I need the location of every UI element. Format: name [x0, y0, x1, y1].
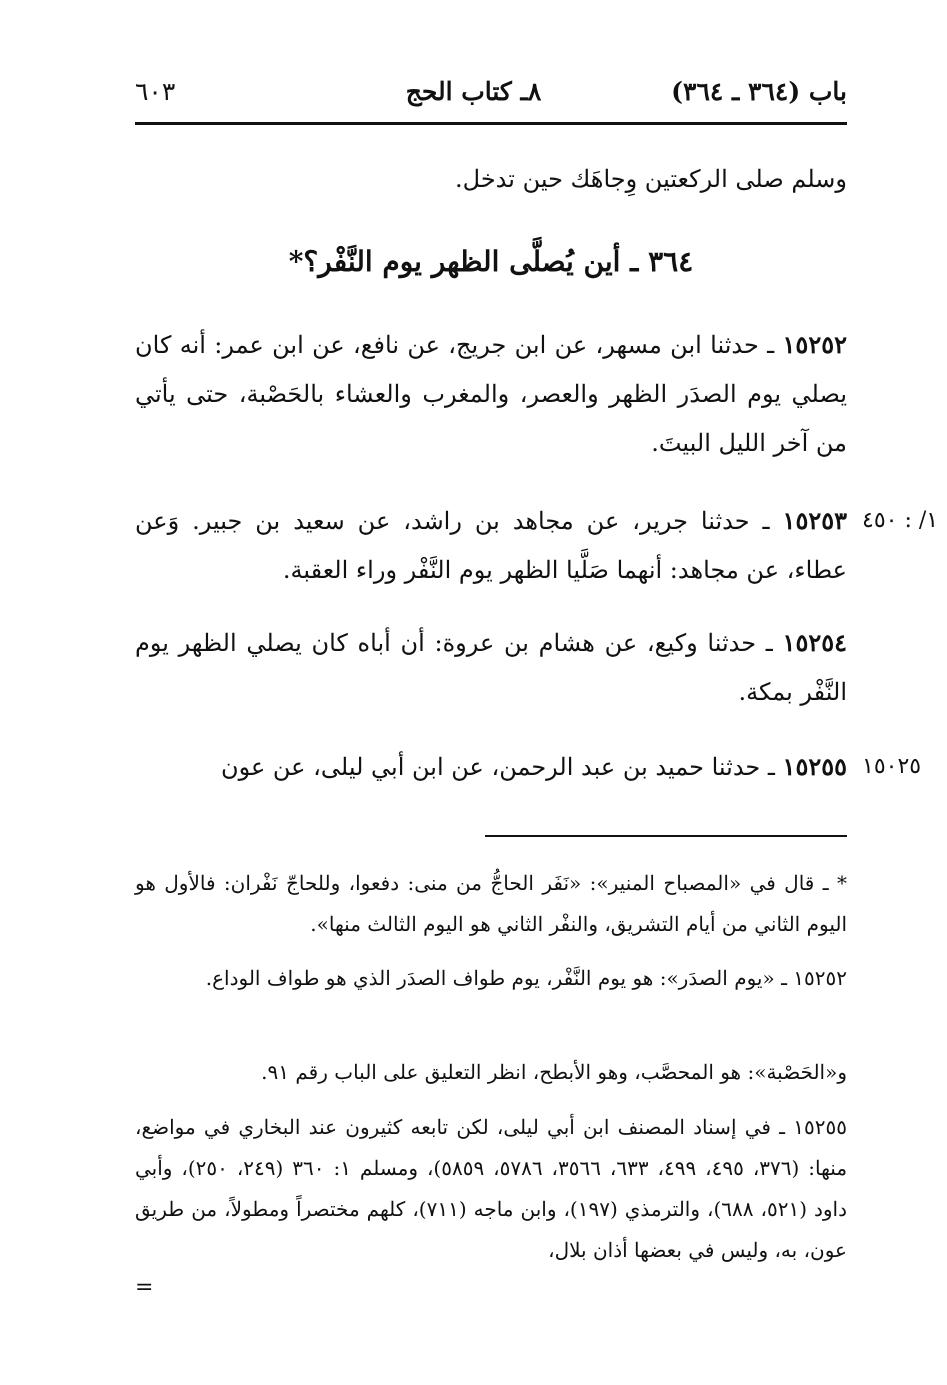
- hadith-number: ١٥٢٥٤: [782, 628, 847, 657]
- footnote-15255: ١٥٢٥٥ ـ في إسناد المصنف ابن أبي ليلى، لكن تابعه كثيرون عند البخاري في مواضع، منها: (٣٧٦، ٤٩٥، ٤٩٩، ٦٣٣، ٣٥٦٦، ٥٧٨٦، ٥٨٥٩)، ومسلم ١: ٣٦٠ (٢٤٩، ٢٥٠)، وأبي داود (٥٢١، ٦٨٨)، والترمذي (١٩٧)، وابن ماجه (٧١١)، كلهم مختصراً ومطولاً، من طريق عون، به، وليس في بعضها أذان بلال،: [135, 1115, 848, 1262]
- header-rule: [135, 122, 847, 125]
- footnote-star: * ـ قال في «المصباح المنير»: «نَفَر الحاجُّ من منى: دفعوا، وللحاجّ نَفْران: فالأول هو اليوم الثاني من أيام التشريق، والنفْر الثاني هو اليوم الثالث منها».: [135, 871, 847, 936]
- hadith-text: ـ حدثنا ابن مسهر، عن ابن جريج، عن نافع، عن ابن عمر: أنه كان يصلي يوم الصدَر الظهر والعصر، والمغرب والعشاء بالحَصْبة، حتى يأتي من آخر الليل البيتَ.: [135, 331, 847, 457]
- margin-ref: ١/ : ٤٥٠: [862, 508, 939, 533]
- hadith-number: ١٥٢٥٢: [782, 330, 847, 359]
- hadith-text: ـ حدثنا جرير، عن مجاهد بن راشد، عن سعيد بن جبير. وَعن عطاء، عن مجاهد: أنهما صَلَّيا الظهر يوم النَّفْر وراء العقبة.: [135, 507, 847, 584]
- hadith-number: ١٥٢٥٣: [782, 506, 847, 535]
- hadith-15252: [135, 320, 847, 468]
- footnote-rule: [485, 835, 847, 837]
- footnote-15252: ١٥٢٥٢ ـ «يوم الصدَر»: هو يوم النَّفْر، يوم طواف الصدَر الذي هو طواف الوداع.: [205, 966, 847, 990]
- hadith-text: ـ حدثنا حميد بن عبد الرحمن، عن ابن أبي ليلى، عن عون: [220, 753, 775, 781]
- margin-ref: ١٥٠٢٥: [862, 754, 922, 779]
- hadith-15253: [135, 496, 847, 595]
- chapter-range: باب (٣٦٤ ـ ٣٦٤): [671, 77, 847, 106]
- page-number: ٦٠٣: [135, 77, 176, 106]
- intro-text: وسلم صلى الركعتين وِجاهَك حين تدخل.: [455, 165, 847, 193]
- hadith-15255: [135, 742, 847, 792]
- hadith-15254: [135, 618, 847, 717]
- section-title: ٣٦٤ ـ أين يُصلَّى الظهر يوم النَّفْر؟*: [288, 245, 694, 278]
- continuation-mark: =: [135, 1275, 154, 1300]
- hadith-text: ـ حدثنا وكيع، عن هشام بن عروة: أن أباه كان يصلي الظهر يوم النَّفْر بمكة.: [135, 629, 847, 706]
- footnote-hasbah: و«الحَصْبة»: هو المحصَّب، وهو الأبطح، انظر التعليق على الباب رقم ٩١.: [261, 1060, 847, 1084]
- hadith-number: ١٥٢٥٥: [782, 752, 847, 781]
- book-title: ٨ـ كتاب الحج: [405, 77, 542, 106]
